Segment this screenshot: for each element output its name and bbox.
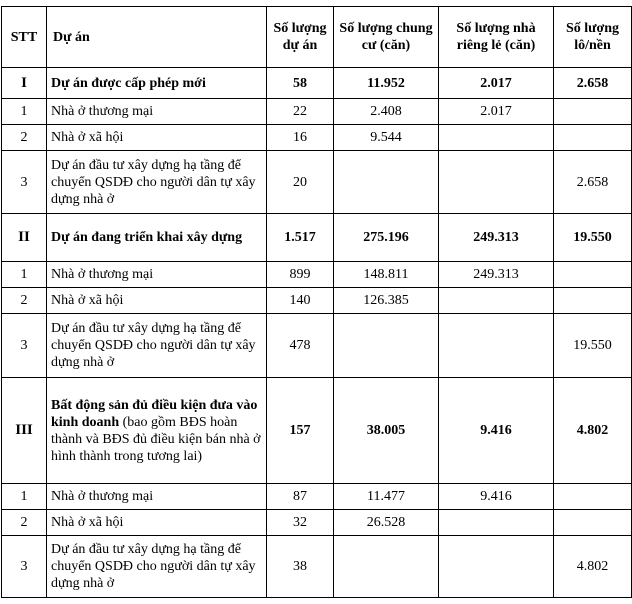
table-row <box>2 262 632 288</box>
row-plots: 2.658 <box>554 151 632 214</box>
row-name: Nhà ở thương mại <box>47 484 267 510</box>
row-projects: 22 <box>267 99 334 125</box>
row-apartments: 11.477 <box>334 484 439 510</box>
table-row <box>2 99 632 125</box>
group-name-bold: Bất động sản đủ điều kiện đưa vào kinh doanh <box>51 397 258 430</box>
group-houses: 249.313 <box>439 214 554 262</box>
row-apartments: 126.385 <box>334 288 439 314</box>
header-so-luong-nha-rieng-le: Số lượng nhà riêng lẻ (căn) <box>439 7 554 68</box>
row-projects: 899 <box>267 262 334 288</box>
group-name: Dự án được cấp phép mới <box>47 68 267 99</box>
row-houses <box>439 510 554 536</box>
group-name <box>47 378 267 484</box>
row-stt: 3 <box>2 536 47 598</box>
row-houses <box>439 314 554 378</box>
group-name: Dự án đang triển khai xây dựng <box>47 214 267 262</box>
row-projects: 16 <box>267 125 334 151</box>
table-row <box>2 484 632 510</box>
group-plots: 19.550 <box>554 214 632 262</box>
group-apartments: 275.196 <box>334 214 439 262</box>
row-houses: 249.313 <box>439 262 554 288</box>
group-apartments: 38.005 <box>334 378 439 484</box>
row-stt: 1 <box>2 99 47 125</box>
row-stt: 2 <box>2 288 47 314</box>
header-so-luong-du-an: Số lượng dự án <box>267 7 334 68</box>
row-houses <box>439 536 554 598</box>
group-row <box>2 68 632 99</box>
row-plots <box>554 99 632 125</box>
row-stt: 3 <box>2 314 47 378</box>
row-projects: 32 <box>267 510 334 536</box>
group-houses: 9.416 <box>439 378 554 484</box>
row-stt: 3 <box>2 151 47 214</box>
row-apartments <box>334 151 439 214</box>
row-apartments <box>334 536 439 598</box>
row-name: Dự án đầu tư xây dựng hạ tầng để chuyển QSDĐ cho người dân tự xây dựng nhà ở <box>47 151 267 214</box>
row-name: Nhà ở xã hội <box>47 510 267 536</box>
row-projects: 87 <box>267 484 334 510</box>
row-stt: 2 <box>2 510 47 536</box>
row-name: Nhà ở thương mại <box>47 99 267 125</box>
row-name: Nhà ở xã hội <box>47 125 267 151</box>
group-stt: III <box>2 378 47 484</box>
row-houses: 9.416 <box>439 484 554 510</box>
row-plots <box>554 484 632 510</box>
header-du-an: Dự án <box>47 7 267 68</box>
group-projects: 157 <box>267 378 334 484</box>
row-projects: 38 <box>267 536 334 598</box>
group-houses: 2.017 <box>439 68 554 99</box>
row-plots <box>554 510 632 536</box>
row-plots: 19.550 <box>554 314 632 378</box>
row-name: Nhà ở xã hội <box>47 288 267 314</box>
table-row <box>2 125 632 151</box>
group-projects: 1.517 <box>267 214 334 262</box>
row-plots: 4.802 <box>554 536 632 598</box>
table-row <box>2 536 632 598</box>
row-stt: 2 <box>2 125 47 151</box>
row-houses <box>439 288 554 314</box>
header-row <box>2 7 632 68</box>
table-row <box>2 288 632 314</box>
row-apartments: 26.528 <box>334 510 439 536</box>
housing-projects-table <box>1 6 632 598</box>
row-apartments: 9.544 <box>334 125 439 151</box>
row-plots <box>554 288 632 314</box>
row-apartments <box>334 314 439 378</box>
row-projects: 20 <box>267 151 334 214</box>
group-plots: 4.802 <box>554 378 632 484</box>
row-stt: 1 <box>2 484 47 510</box>
header-so-luong-lo-nen: Số lượng lô/nền <box>554 7 632 68</box>
row-houses <box>439 151 554 214</box>
header-stt: STT <box>2 7 47 68</box>
row-apartments: 148.811 <box>334 262 439 288</box>
row-houses <box>439 125 554 151</box>
row-plots <box>554 262 632 288</box>
row-apartments: 2.408 <box>334 99 439 125</box>
row-plots <box>554 125 632 151</box>
group-row <box>2 214 632 262</box>
row-houses: 2.017 <box>439 99 554 125</box>
row-projects: 478 <box>267 314 334 378</box>
table-row <box>2 314 632 378</box>
group-plots: 2.658 <box>554 68 632 99</box>
row-name: Dự án đầu tư xây dựng hạ tầng để chuyển QSDĐ cho người dân tự xây dựng nhà ở <box>47 314 267 378</box>
table-row <box>2 510 632 536</box>
group-name-note: (bao gồm BĐS hoàn thành và BĐS đủ điều kiện bán nhà ở hình thành trong tương lai) <box>51 414 261 464</box>
row-projects: 140 <box>267 288 334 314</box>
group-stt: II <box>2 214 47 262</box>
group-apartments: 11.952 <box>334 68 439 99</box>
row-name: Nhà ở thương mại <box>47 262 267 288</box>
table-row <box>2 151 632 214</box>
group-row <box>2 378 632 484</box>
group-projects: 58 <box>267 68 334 99</box>
row-name: Dự án đầu tư xây dựng hạ tầng để chuyển QSDĐ cho người dân tự xây dựng nhà ở <box>47 536 267 598</box>
header-so-luong-chung-cu: Số lượng chung cư (căn) <box>334 7 439 68</box>
group-stt: I <box>2 68 47 99</box>
row-stt: 1 <box>2 262 47 288</box>
